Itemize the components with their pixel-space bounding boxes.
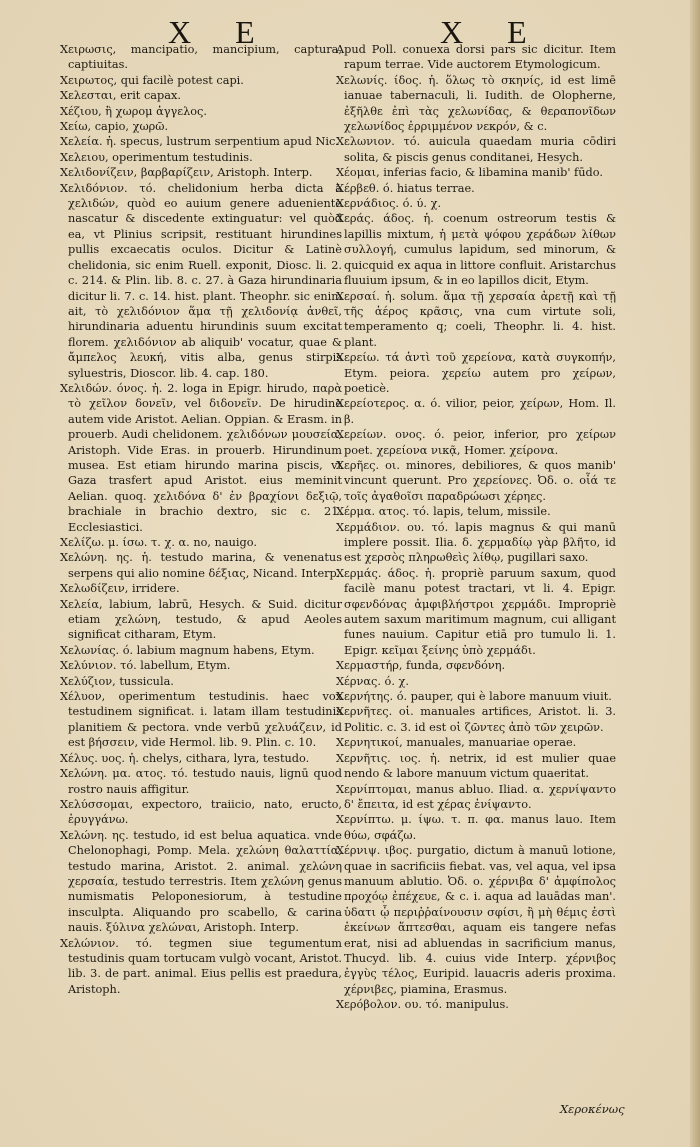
dictionary-entry: Χελεία. ἡ. specus, lustrum serpentium apud Nic. — [60, 135, 339, 149]
dictionary-entry: Χελύνιον. τό. labellum, Etym. — [60, 659, 231, 673]
dictionary-entry: Χέζιου, ἢ χωρομ ἀγγελος. — [60, 104, 207, 118]
right-column — [336, 42, 616, 1013]
dictionary-entry: Χελωνίας. ό. labium magnum habens, Etym. — [60, 643, 315, 657]
dictionary-entry: Χελιδονίζειν, βαρβαρίζειν, Aristoph. Interp. — [60, 166, 313, 180]
dictionary-entry: Χερμαστήρ, funda, σφενδόνη. — [336, 659, 506, 673]
dictionary-entry: Χελώνιον. τό. tegmen siue tegumentum testudinis quam tortucam vulgò vocant, Aristot. lib. 3. de part. animal. Eius pellis est praedura, Aristoph. — [60, 936, 343, 996]
left-column — [60, 42, 342, 997]
dictionary-entry: Χέρμα. ατος. τό. lapis, telum, missile. — [336, 505, 551, 519]
dictionary-entry: Χερνάδιος. ό. ύ. χ. — [336, 197, 442, 211]
dictionary-entry: Χελώνη. μα. ατος. τό. testudo nauis, lignū quod rostro nauis affigitur. — [60, 767, 342, 796]
dictionary-entry: Χερνῆτες. οἱ. manuales artifices, Aristot. li. 3. Politic. c. 3. id est οἱ ζῶντες ἀπὸ τῶν χειρῶν. — [336, 705, 616, 734]
dictionary-entry: Χέρνιψ. ιβος. purgatio, dictum à manuū lotione, quae in sacrificiis fiebat. vas, vel aqua, vel ipsa manuum ablutio. Ὀδ. ο. χέρνιβα δ' ἀμφίπολος προχόῳ ἐπέχευε, & c. i. aqua ad lauādas man'. ὑδατι ᾧ περιῤῥαίνουσιν σφίσι, ἢ μὴ θέμις ἐστὶ ἐκείνων ἅπτεσθαι, aquam eis tangere nefas erat, nisi ad abluendas in sacrificium manus, Thucyd. lib. 4. cuius vide Interp. χέρνιβος ἐγγὺς τέλος, Euripid. lauacris aderis proxima. χέρνιβες, piamina, Erasmus. — [336, 844, 616, 996]
dictionary-entry: Χερνίπτομαι, manus abluo. Iliad. α. χερνίψαντο δ' ἔπειτα, id est χέρας ἐνίψαντο. — [336, 782, 616, 811]
dictionary-entry: Χελύζιον, tussicula. — [60, 674, 174, 688]
dictionary-entry: Χελώνη. ης. testudo, id est belua aquatica. vnde Chelonophagi, Pomp. Mela. χελώνη θαλαττία, testudo marina, Aristot. 2. animal. χελώνη χερσαία, testudo terrestris. Item χελώνη genus numismatis Peloponesiorum, à testudine insculpta. Aliquando pro scabello, & carina nauis. ξύλινα χελώναι, Aristoph. Interp. — [60, 828, 342, 935]
dictionary-entry: Χελώνη. ης. ἡ. testudo marina, & venenatus serpens qui alio nomine δέξιας, Nicand. Interp. — [60, 551, 342, 580]
dictionary-entry: Χέλυον, operimentum testudinis. haec vox testudinem significat. i. latam illam testudinis planitiem & pectora. vnde verbū χελυάζειν, id est βήσσειν, vide Hermol. lib. 9. Plin. c. 10. — [60, 690, 342, 750]
dictionary-entry: Χερείοτερος. α. ό. vilior, peior, χείρων, Hom. Il. β. — [336, 397, 616, 426]
dictionary-entry: Χέομαι, inferias facio, & libamina manib' fūdo. — [336, 166, 603, 180]
dictionary-entry: Apud Poll. conuexa dorsi pars sic dicitur. Item rapum terrae. Vide auctorem Etymologicum. — [336, 43, 616, 72]
dictionary-entry: Χελιδόνιον. τό. chelidonium herba dicta à χελιδών, quòd eo auium genere adueniente nascatur & discedente extinguatur: vel quòd ea, vt Plinius scripsit, restituant hirundines pullis excaecatis oculos. Dicitur & Latinè chelidonia, sic enim Ruell. exponit, Diosc. li. 2. c. 214. & Plin. lib. 8. c. 27. à Gaza hirundinaria dicitur li. 7. c. 14. hist. plant. Theophr. sic enim ait, τὸ χελιδόνιον ἅμα τῇ χελιδονίᾳ ἀνθεῖ, hirundinaria aduentu hirundinis suum excitat florem. χελιδόνιον ab aliquib' vocatur, quae & ἄμπελος λευκή, vitis alba, genus stirpis syluestris, Dioscor. lib. 4. cap. 180. — [60, 181, 342, 380]
dictionary-entry: Χερόβολον. ου. τό. manipulus. — [336, 998, 509, 1012]
dictionary-entry: Χερμάς. άδος. ἡ. propriè paruum saxum, quod facilè manu potest tractari, vt li. 4. Epigr. σφενδόνας ἀμφιβλήστροι χερμάδι. Impropriè autem saxum maritimum magnum, cui alligant funes nauium. Capitur etiā pro tumulo li. 1. Epigr. κεῖμαι ξείνης ὑπὸ χερμάδι. — [336, 566, 616, 657]
dictionary-entry: Χελίζω. μ. ίσω. τ. χ. α. no, nauigo. — [60, 536, 257, 549]
running-head-left: X E — [168, 14, 273, 50]
dictionary-entry: Χερσαί. ἡ. solum. ἅμα τῇ χερσαία ἀρετῇ καὶ τῇ τῆς ἀέρος κρᾶσις, vna cum virtute soli, temperamento q; coeli, Theophr. li. 4. hist. plant. — [336, 289, 616, 349]
dictionary-entry: Χερῆες. οι. minores, debiliores, & quos manib' vincunt querunt. Pro χερείονες. Ὀδ. ο. οἷά τε τοῖς ἀγαθοῖσι παραδρώωσι χέρηες. — [336, 458, 616, 503]
dictionary-entry: Χερείων. ονος. ό. peior, inferior, pro χείρων poet. χερείονα νικᾷ, Homer. χείρονα. — [336, 428, 616, 457]
dictionary-entry: Χελεσται, erit capax. — [60, 89, 181, 103]
dictionary-entry: Χελωνίς. ίδος. ἡ. ὅλως τὸ σκηνίς, id est limē ianuae tabernaculi, li. Iudith. de Olopherne, ἐξῆλθε ἐπὶ τὰς χελωνίδας, & θεραπονῖδων χελωνίδος ἐρριμμένον νεκρόν, & c. — [336, 73, 616, 134]
dictionary-entry: Χελύσσομαι, expectoro, traiicio, nato, eructo, ἐρυγγάνω. — [60, 797, 342, 827]
dictionary-entry: Χελωνιον. τό. auicula quaedam muria cōdiri solita, & piscis genus conditanei, Hesych. — [336, 135, 616, 164]
dictionary-entry: Χελειου, operimentum testudinis. — [60, 150, 253, 164]
dictionary-entry: Χείω, capio, χωρῶ. — [60, 120, 169, 134]
dictionary-entry: Χειρωσις, mancipatio, mancipium, captura, captiuitas. — [60, 43, 342, 72]
dictionary-entry: Χέρνας. ό. χ. — [336, 674, 409, 688]
running-head-right: X E — [440, 14, 545, 50]
dictionary-entry: Χερείω. τά ἀντὶ τοῦ χερείονα, κατὰ συγκοπήν, Etym. peiora. χερείω autem pro χείρων, poeticè. — [336, 351, 616, 395]
dictionary-entry: Χελωδίζειν, irridere. — [60, 582, 180, 596]
dictionary-entry: Χέρβεθ. ό. hiatus terrae. — [336, 181, 475, 195]
dictionary-entry: Χερνῆτις. ιος. ἡ. netrix, id est mulier quae nendo & labore manuum victum quaeritat. — [336, 751, 616, 781]
dictionary-entry: Χερνητικοί, manuales, manuariae operae. — [336, 736, 577, 750]
dictionary-entry: Χερνίπτω. μ. ίψω. τ. π. φα. manus lauo. Item θύω, σφάζω. — [336, 813, 616, 842]
dictionary-entry: Χεράς. άδος. ἡ. coenum ostreorum testis & lapillis mixtum, ἡ μετὰ ψόφου χεράδων λίθων συλλογή, cumulus lapidum, sed minorum, & quicquid ex aqua in littore confluit. Aristarchus fluuium ipsum, & in eo lapillos dicit, Etym. — [336, 212, 616, 288]
dictionary-entry: Χειρωτος, qui facilè potest capi. — [60, 73, 244, 87]
dictionary-entry: Χερνήτης. ό. pauper, qui è labore manuum viuit. — [336, 690, 612, 704]
catchword: Χεροκένως — [560, 1102, 625, 1116]
dictionary-entry: Χελιδών. όνος. ἡ. 2. loga in Epigr. hirudo, παρὰ τὸ χεῖλον δονεῖν, vel διδονεῖν. De hirudine autem vide Aristot. Aelian. Oppian. & Erasm. in prouerb. Audi chelidonem. χελιδόνων μουσεία, Aristoph. Vide Eras. in prouerb. Hirundinum musea. Est etiam hirundo marina piscis, vt Gaza trasfert apud Aristot. eius meminit Aelian. quoq. χελιδόνα δ' ἐν βραχίονι δεξιῷ, brachiale in brachio dextro, sic c. 21. Ecclesiastici. — [60, 381, 342, 534]
dictionary-entry: Χερμάδιον. ου. τό. lapis magnus & qui manū implere possit. Ilia. δ. χερμαδίῳ γὰρ βλῆτο, id est χερσὸς πληρωθεὶς λίθῳ, pugillari saxo. — [336, 520, 616, 565]
page-gutter-shadow — [690, 0, 700, 1147]
dictionary-entry: Χελεία, labium, labrū, Hesych. & Suid. dicitur etiam χελώνη, testudo, & apud Aeoles significat citharam, Etym. — [60, 597, 342, 642]
dictionary-entry: Χέλυς. υος. ἡ. chelys, cithara, lyra, testudo. — [60, 751, 310, 765]
